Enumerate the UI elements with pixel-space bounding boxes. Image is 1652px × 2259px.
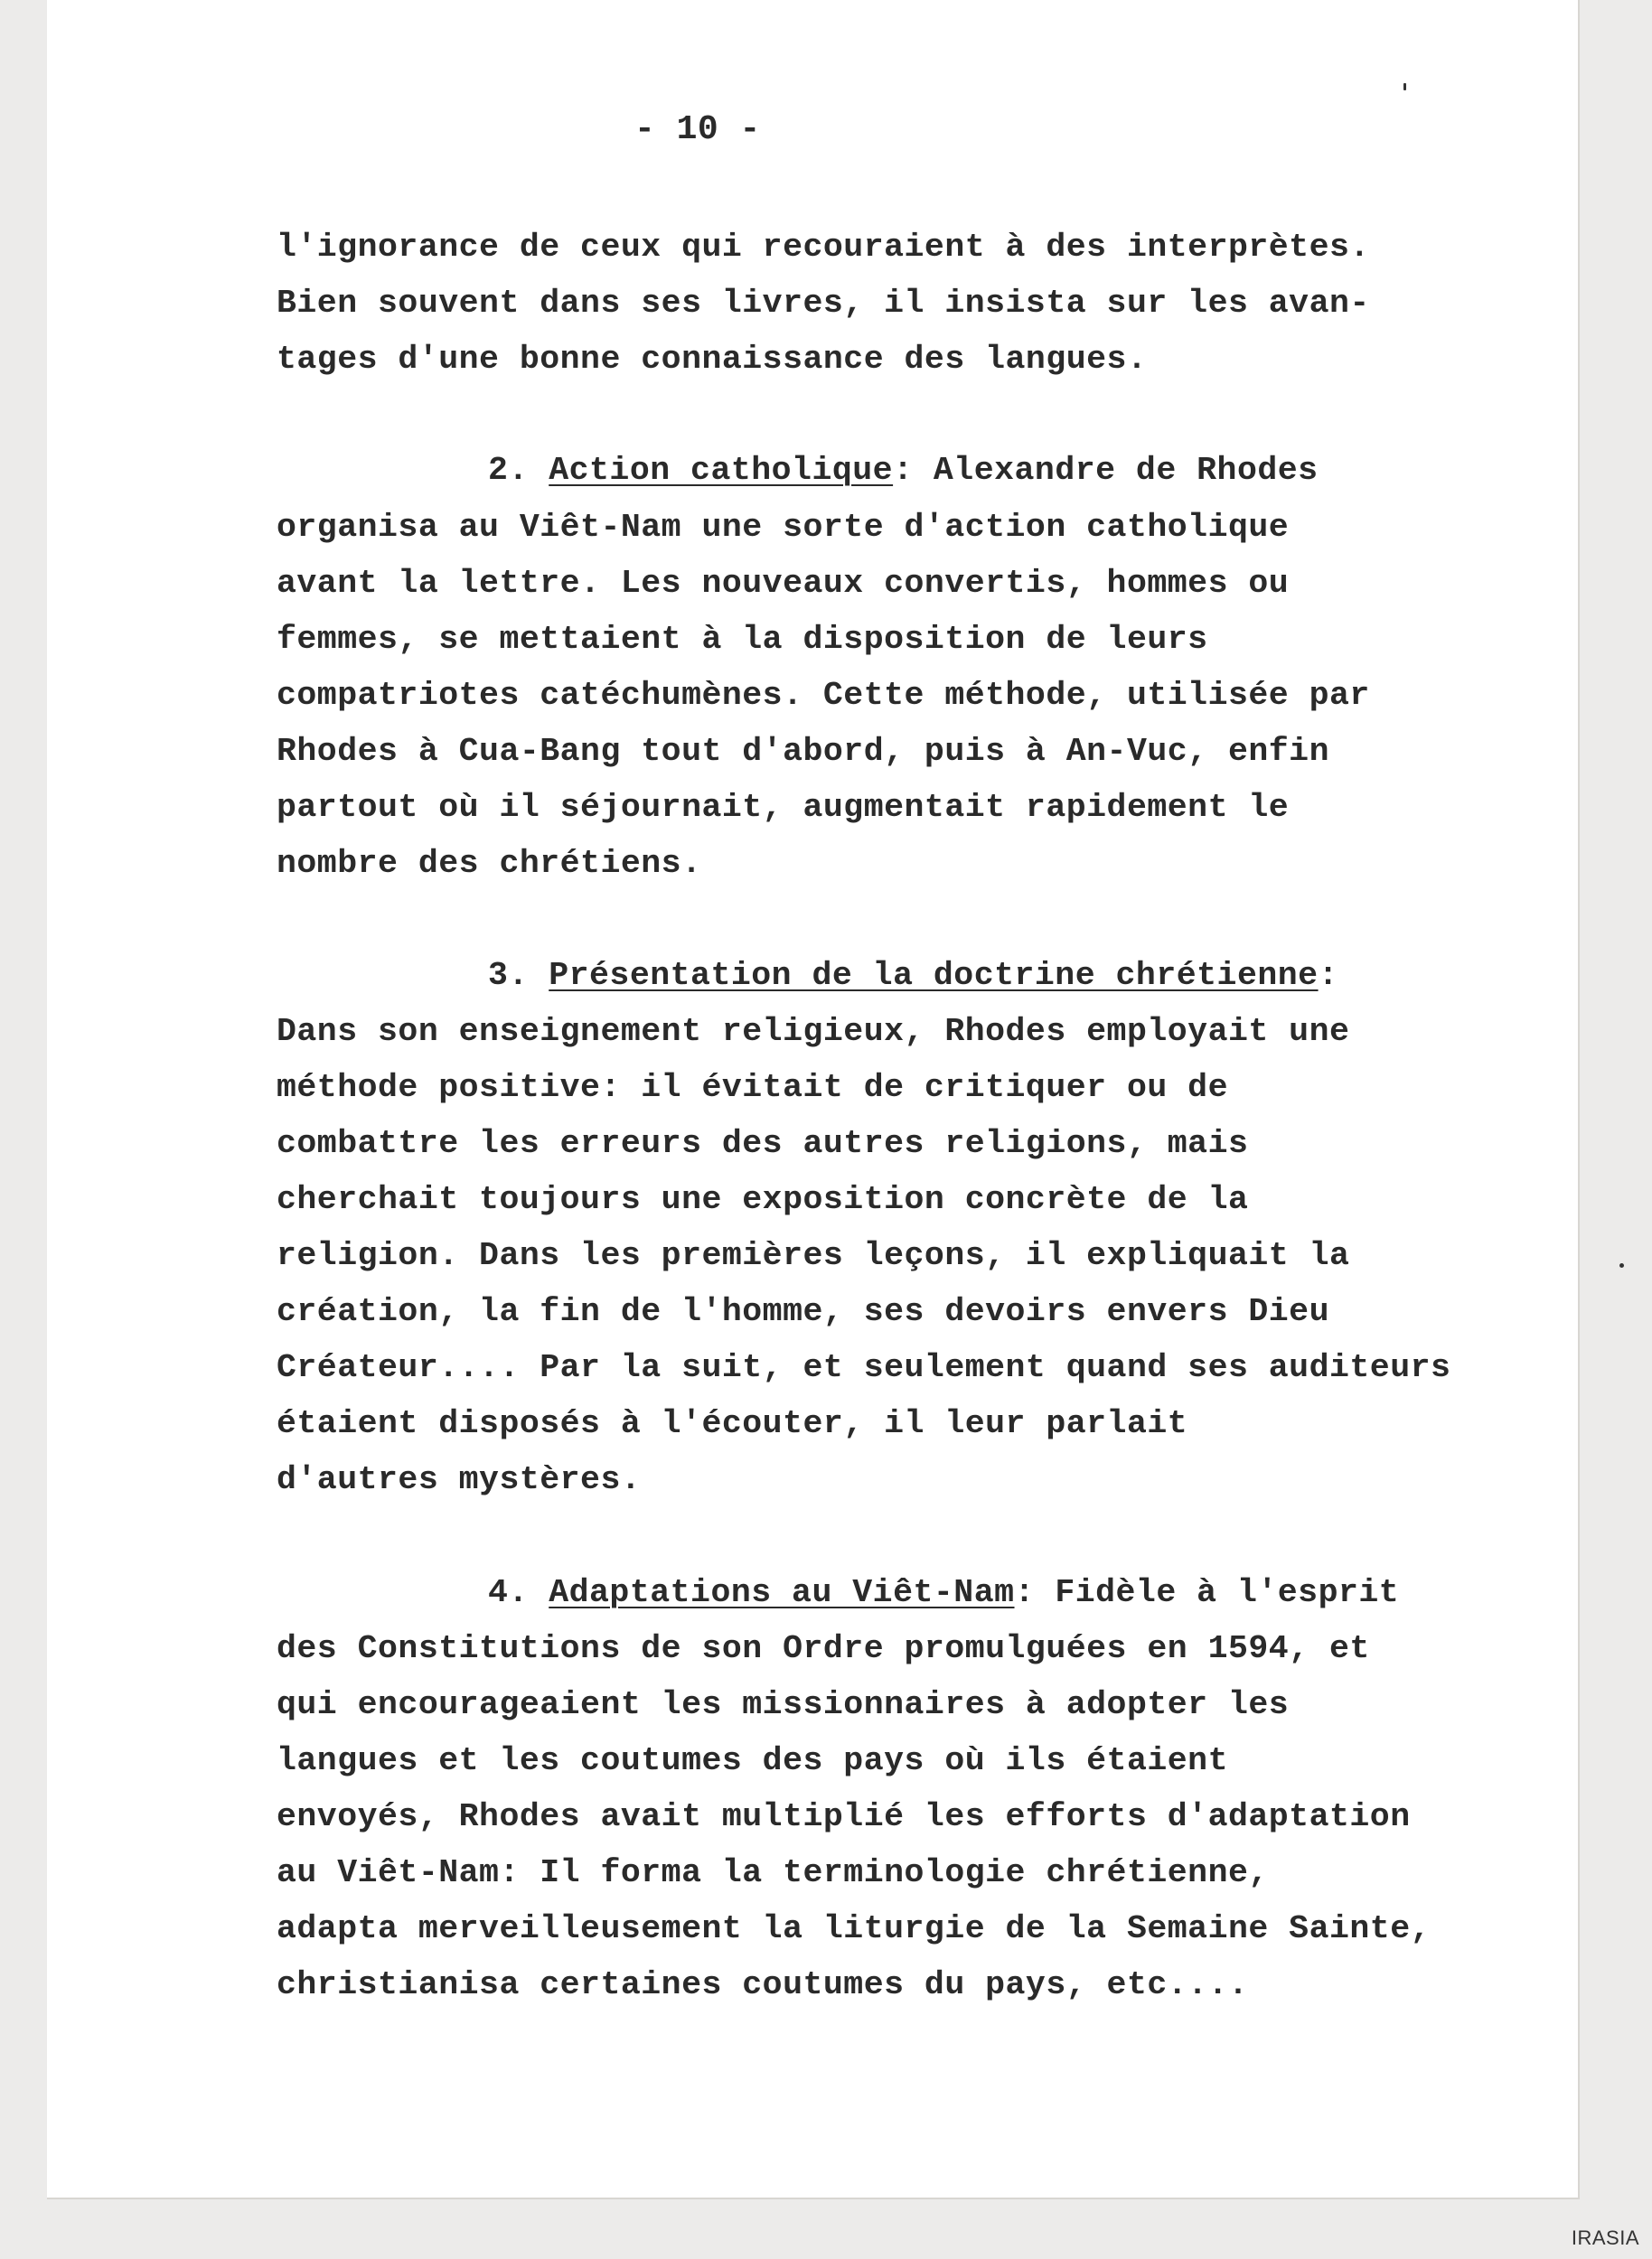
text-line: l'ignorance de ceux qui recouraient à des interprètes. <box>277 229 1370 266</box>
text-line: Créateur.... Par la suit, et seulement quand ses auditeurs <box>277 1349 1451 1386</box>
section-number: 2. <box>488 452 529 489</box>
scan-speck <box>1403 83 1406 90</box>
watermark: IRASIA <box>1571 2226 1639 2249</box>
text-line: Rhodes à Cua-Bang tout d'abord, puis à An-Vuc, enfin <box>277 733 1329 770</box>
scan-speck <box>1619 1263 1624 1268</box>
section-heading-line <box>277 1574 1399 1611</box>
text-line: Dans son enseignement religieux, Rhodes employait une <box>277 1013 1350 1050</box>
section-heading: Action catholique <box>549 452 894 489</box>
text-line: avant la lettre. Les nouveaux convertis, hommes ou <box>277 565 1290 602</box>
page-number: - 10 - <box>634 110 761 149</box>
section-heading-rest: : <box>1318 957 1338 994</box>
text-line: langues et les coutumes des pays où ils étaient <box>277 1742 1228 1779</box>
text-line: femmes, se mettaient à la disposition de leurs <box>277 621 1208 658</box>
text-line: partout où il séjournait, augmentait rapidement le <box>277 789 1290 826</box>
text-line: cherchait toujours une exposition concrète de la <box>277 1181 1249 1218</box>
text-line: étaient disposés à l'écouter, il leur parlait <box>277 1405 1188 1442</box>
text-line: tages d'une bonne connaissance des langues. <box>277 341 1148 378</box>
text-line: méthode positive: il évitait de critiquer ou de <box>277 1069 1228 1106</box>
section-heading-rest: : Fidèle à l'esprit <box>1014 1574 1400 1611</box>
text-line: organisa au Viêt-Nam une sorte d'action catholique <box>277 509 1290 546</box>
text-line: adapta merveilleusement la liturgie de la Semaine Sainte, <box>277 1910 1431 1947</box>
section-heading-rest: : Alexandre de Rhodes <box>893 452 1319 489</box>
text-line: christianisa certaines coutumes du pays, etc.... <box>277 1966 1249 2003</box>
text-line: des Constitutions de son Ordre promulguées en 1594, et <box>277 1630 1370 1667</box>
text-line: compatriotes catéchumènes. Cette méthode, utilisée par <box>277 677 1370 714</box>
section-heading: Présentation de la doctrine chrétienne <box>549 957 1319 994</box>
section-heading: Adaptations au Viêt-Nam <box>549 1574 1015 1611</box>
section-number: 3. <box>488 957 529 994</box>
text-line: au Viêt-Nam: Il forma la terminologie chrétienne, <box>277 1854 1269 1891</box>
text-line: qui encourageaient les missionnaires à adopter les <box>277 1686 1290 1723</box>
text-line: nombre des chrétiens. <box>277 845 702 882</box>
section-heading-line <box>277 957 1338 994</box>
text-line: combattre les erreurs des autres religions, mais <box>277 1125 1249 1162</box>
text-line: Bien souvent dans ses livres, il insista sur les avan- <box>277 285 1370 322</box>
text-line: envoyés, Rhodes avait multiplié les efforts d'adaptation <box>277 1798 1411 1835</box>
text-line: religion. Dans les premières leçons, il expliquait la <box>277 1237 1350 1274</box>
text-line: création, la fin de l'homme, ses devoirs envers Dieu <box>277 1293 1329 1330</box>
text-line: d'autres mystères. <box>277 1461 642 1498</box>
section-heading-line <box>277 452 1319 489</box>
section-number: 4. <box>488 1574 529 1611</box>
